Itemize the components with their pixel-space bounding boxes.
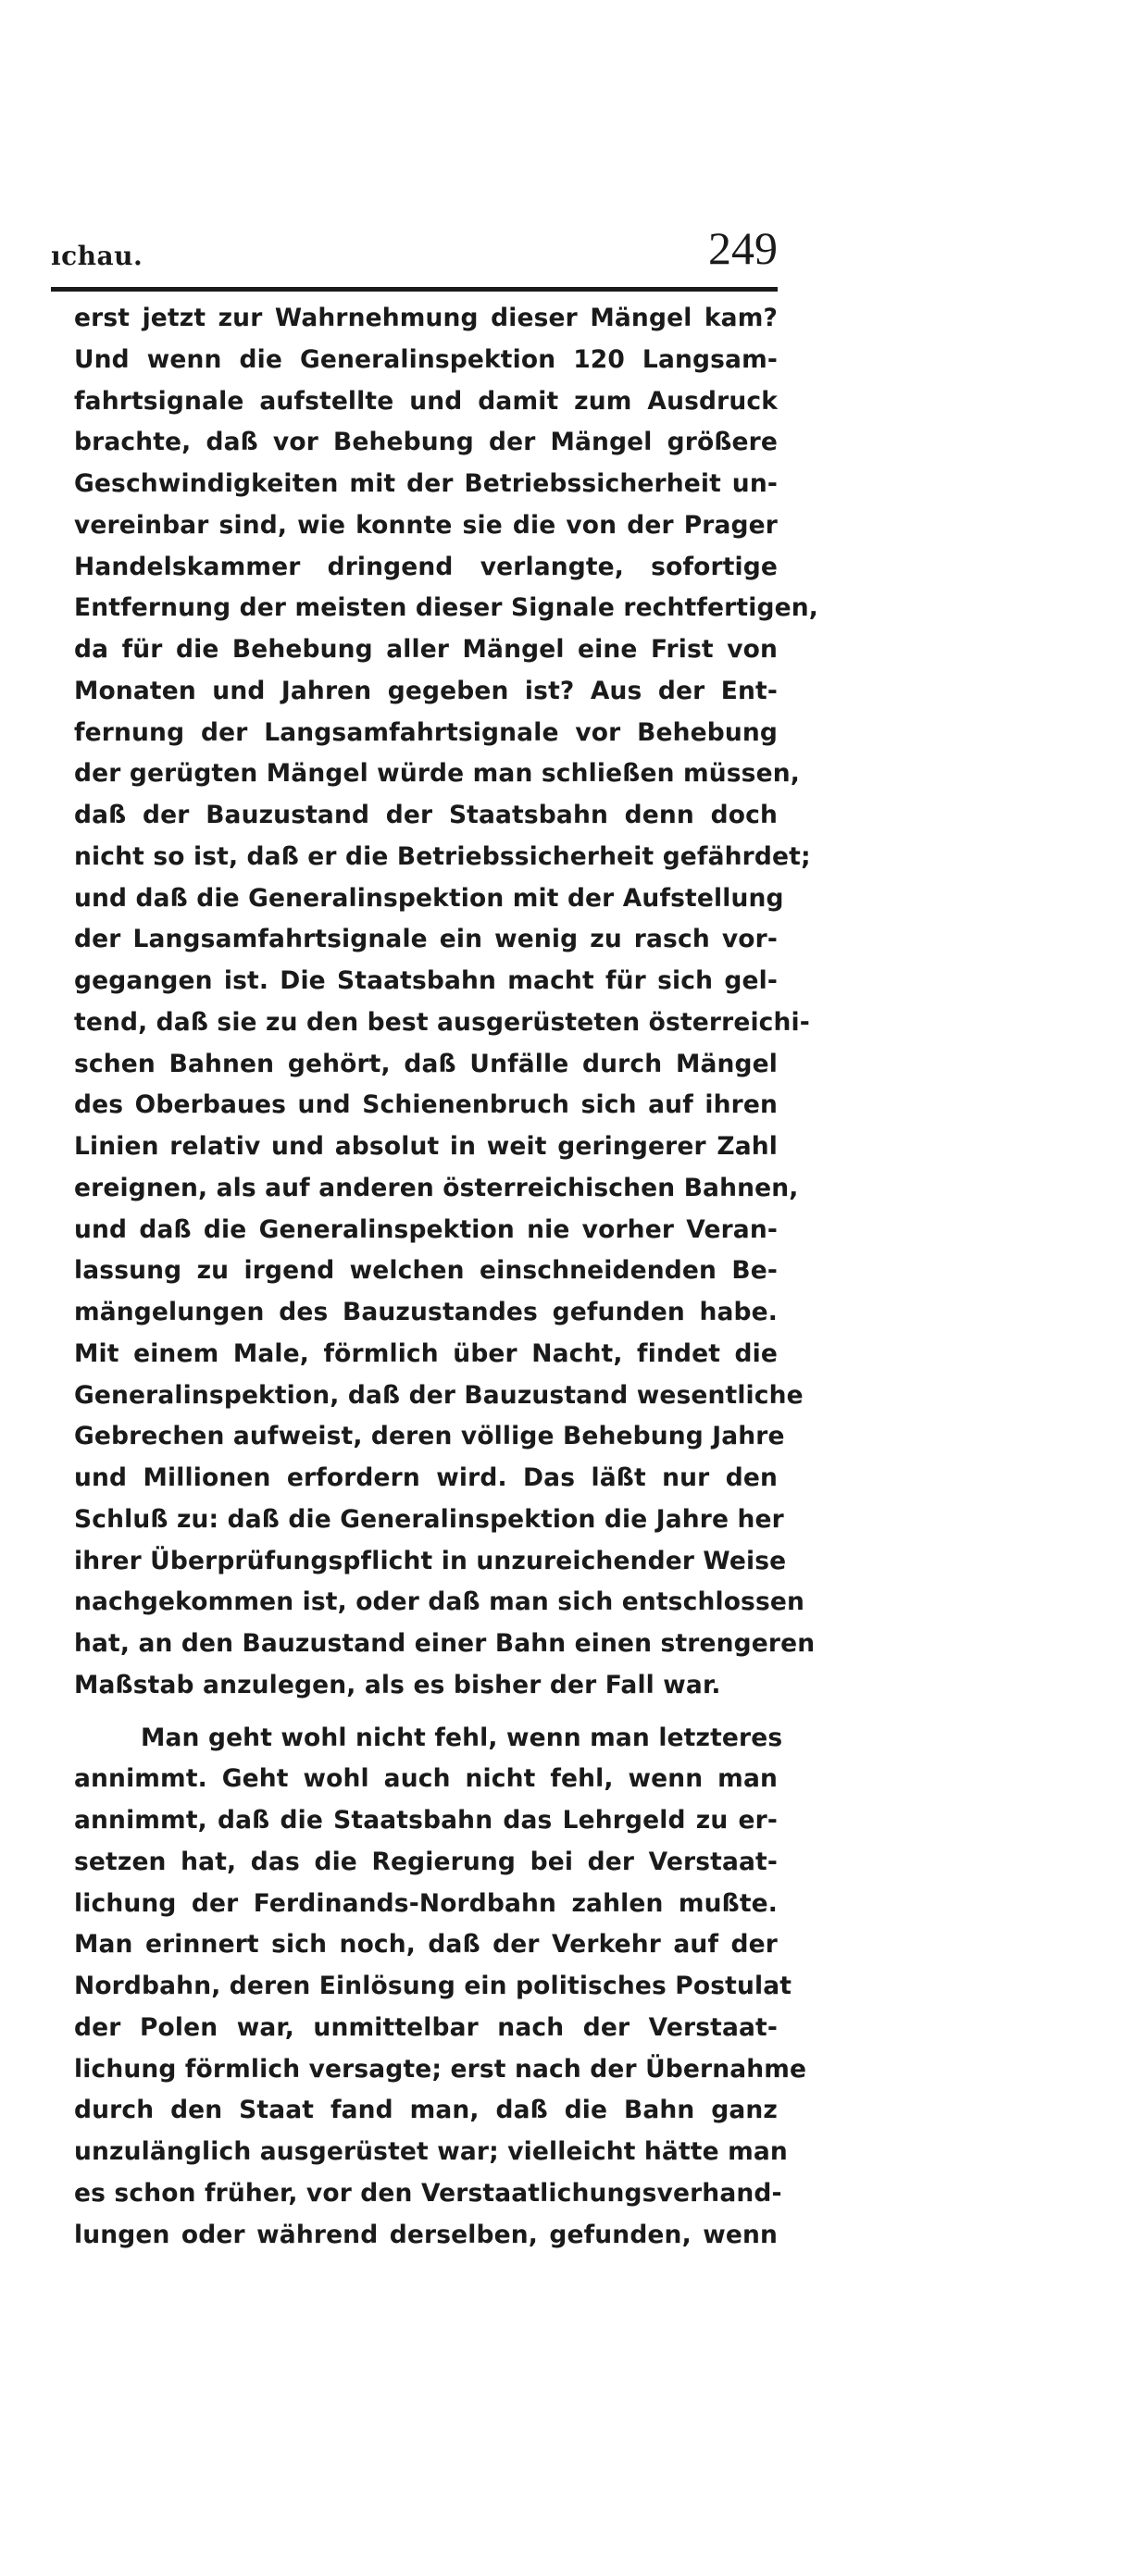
- text-line: der Langsamfahrtsignale ein wenig zu rasch vor-: [74, 925, 778, 954]
- text-line: hat, an den Bauzustand einer Bahn einen strengeren: [74, 1629, 816, 1658]
- page-header: [51, 213, 778, 287]
- text-line: tend, daß sie zu den best ausgerüsteten österreichi-: [74, 1007, 810, 1037]
- text-line: fahrtsignale aufstellte und damit zum Ausdruck: [74, 386, 778, 416]
- text-line: lichung förmlich versagte; erst nach der Übernahme: [74, 2054, 807, 2084]
- text-line: vereinbar sind, wie konnte sie die von der Prager: [74, 510, 778, 540]
- text-line: der gerügten Mängel würde man schließen müssen,: [74, 759, 800, 789]
- text-line: es schon früher, vor den Verstaatlichungsverhand-: [74, 2178, 782, 2208]
- text-line: ereignen, als auf anderen österreichischen Bahnen,: [74, 1173, 799, 1202]
- text-line: des Oberbaues und Schienenbruch sich auf ihren: [74, 1090, 778, 1120]
- paragraph-gap: [74, 1707, 778, 1718]
- running-head: ıchau.: [51, 241, 143, 271]
- text-line: mängelungen des Bauzustandes gefunden habe.: [74, 1298, 778, 1326]
- text-line: schen Bahnen gehört, daß Unfälle durch Mängel: [74, 1049, 778, 1078]
- page-number: 249: [708, 222, 778, 274]
- text-line: durch den Staat fand man, daß die Bahn ganz: [74, 2096, 778, 2125]
- text-line: Mit einem Male, förmlich über Nacht, findet die: [74, 1338, 778, 1368]
- text-line: gegangen ist. Die Staatsbahn macht für sich gel-: [74, 966, 778, 995]
- text-line: Linien relativ und absolut in weit geringerer Zahl: [74, 1132, 778, 1161]
- text-line: ihrer Überprüfungspflicht in unzureichender Weise: [74, 1546, 787, 1575]
- text-line: Geschwindigkeiten mit der Betriebssicherheit un-: [74, 469, 778, 498]
- text-line: lichung der Ferdinands-Nordbahn zahlen mußte.: [74, 1888, 778, 1918]
- text-line: Nordbahn, deren Einlösung ein politisches Postulat: [74, 1972, 792, 2000]
- body-text: [74, 298, 818, 2256]
- text-line: Monaten und Jahren gegeben ist? Aus der Ent-: [74, 676, 778, 705]
- paragraph: [74, 298, 818, 1707]
- text-line: der Polen war, unmittelbar nach der Verstaat-: [74, 2012, 778, 2042]
- text-line: erst jetzt zur Wahrnehmung dieser Mängel kam?: [74, 304, 778, 332]
- header-rule: [51, 287, 778, 292]
- text-line: Schluß zu: daß die Generalinspektion die Jahre her: [74, 1504, 784, 1534]
- text-line: annimmt, daß die Staatsbahn das Lehrgeld zu er-: [74, 1806, 778, 1835]
- paragraph: [74, 1718, 807, 2257]
- text-line: fernung der Langsamfahrtsignale vor Behebung: [74, 717, 778, 747]
- text-line: setzen hat, das die Regierung bei der Verstaat-: [74, 1847, 778, 1876]
- text-line: Man geht wohl nicht fehl, wenn man letzteres: [141, 1723, 783, 1752]
- text-line: unzulänglich ausgerüstet war; vielleicht hätte man: [74, 2137, 788, 2166]
- text-line: annimmt. Geht wohl auch nicht fehl, wenn man: [74, 1764, 778, 1794]
- text-line: lassung zu irgend welchen einschneidenden Be-: [74, 1256, 778, 1286]
- text-line: nachgekommen ist, oder daß man sich entschlossen: [74, 1587, 805, 1617]
- text-line: Handelskammer dringend verlangte, sofortige: [74, 552, 778, 581]
- text-line: brachte, daß vor Behebung der Mängel größere: [74, 428, 778, 457]
- text-line: Man erinnert sich noch, daß der Verkehr auf der: [74, 1930, 778, 1960]
- text-line: da für die Behebung aller Mängel eine Frist von: [74, 635, 778, 664]
- text-line: lungen oder während derselben, gefunden, wenn: [74, 2220, 778, 2249]
- text-line: Maßstab anzulegen, als es bisher der Fall war.: [74, 1670, 721, 1699]
- text-line: und daß die Generalinspektion nie vorher Veran-: [74, 1214, 778, 1244]
- text-line: Generalinspektion, daß der Bauzustand wesentliche: [74, 1380, 804, 1410]
- text-line: Und wenn die Generalinspektion 120 Langsam-: [74, 344, 778, 374]
- text-line: und daß die Generalinspektion mit der Aufstellung: [74, 883, 784, 913]
- text-line: und Millionen erfordern wird. Das läßt nur den: [74, 1463, 778, 1492]
- text-line: daß der Bauzustand der Staatsbahn denn doch: [74, 801, 778, 829]
- text-line: nicht so ist, daß er die Betriebssicherheit gefährdet;: [74, 841, 811, 871]
- text-line: Entfernung der meisten dieser Signale rechtfertigen,: [74, 593, 818, 623]
- text-line: Gebrechen aufweist, deren völlige Behebung Jahre: [74, 1422, 785, 1451]
